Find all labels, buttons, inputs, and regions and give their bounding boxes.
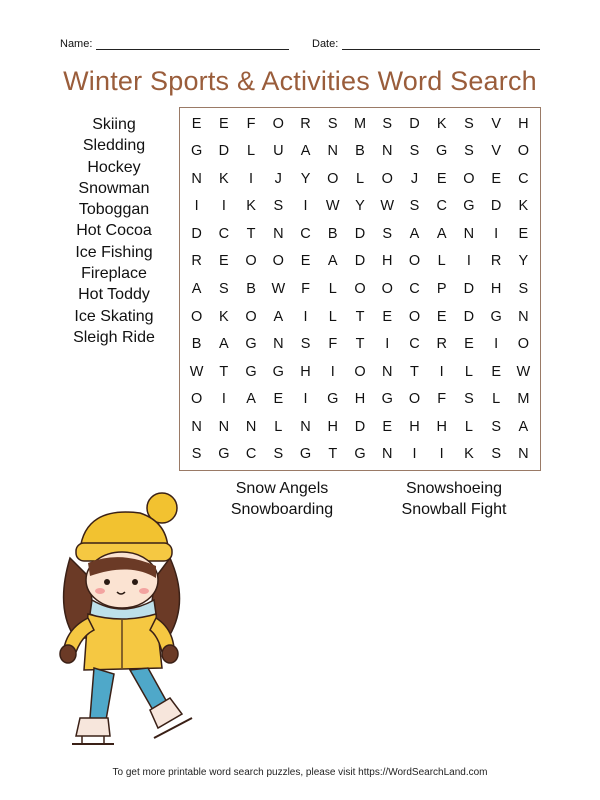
grid-cell: P bbox=[436, 280, 447, 297]
grid-cell: R bbox=[300, 115, 311, 132]
grid-cell: I bbox=[385, 336, 390, 353]
grid-cell: S bbox=[382, 115, 393, 132]
grid-cell: E bbox=[191, 115, 202, 132]
grid-cell: I bbox=[303, 198, 308, 215]
grid-cell: M bbox=[517, 391, 530, 408]
grid-cell: H bbox=[436, 418, 447, 435]
name-field[interactable] bbox=[60, 38, 289, 50]
grid-cell: D bbox=[191, 225, 202, 242]
grid-cell: S bbox=[409, 143, 420, 160]
grid-cell: O bbox=[408, 253, 421, 270]
grid-cell: S bbox=[273, 446, 284, 463]
grid-cell: A bbox=[246, 391, 256, 408]
grid-cell: T bbox=[328, 446, 338, 463]
grid-cell: A bbox=[300, 143, 311, 160]
grid-cell: K bbox=[436, 115, 447, 132]
word-list-item: Ice Fishing bbox=[75, 243, 153, 261]
name-line[interactable] bbox=[96, 40, 289, 50]
grid-cell: C bbox=[300, 225, 311, 242]
grid-cell: E bbox=[436, 170, 447, 187]
grid-cell: S bbox=[327, 115, 338, 132]
grid-cell: W bbox=[189, 363, 204, 380]
grid-cell: I bbox=[494, 336, 499, 353]
grid-cell: O bbox=[245, 308, 257, 325]
grid-cell: C bbox=[409, 280, 420, 297]
word-list-item: Sledding bbox=[82, 137, 146, 155]
grid-cell: L bbox=[274, 418, 283, 435]
grid-cell: T bbox=[246, 225, 256, 242]
grid-cell: N bbox=[273, 336, 284, 353]
grid-cell: K bbox=[246, 198, 256, 215]
grid-cell: O bbox=[517, 336, 530, 353]
grid-cell: L bbox=[464, 363, 473, 380]
grid-cell: D bbox=[463, 308, 475, 325]
grid-cell: S bbox=[464, 115, 474, 132]
grid-cell: I bbox=[221, 391, 226, 408]
grid-cell: G bbox=[490, 308, 502, 325]
word-list-item: Snowman bbox=[78, 179, 150, 197]
date-label: Date: bbox=[312, 38, 339, 50]
word-list-item: Toboggan bbox=[78, 201, 150, 219]
grid-cell: G bbox=[245, 363, 257, 380]
grid-cell: E bbox=[219, 253, 229, 270]
grid-cell: D bbox=[354, 225, 366, 242]
grid-cell: I bbox=[221, 198, 226, 215]
grid-cell: N bbox=[191, 170, 202, 187]
grid-cell: W bbox=[325, 198, 340, 215]
grid-cell: O bbox=[354, 280, 366, 297]
grid-cell: E bbox=[491, 170, 501, 187]
grid-cell: F bbox=[437, 391, 447, 408]
grid-cell: M bbox=[353, 115, 367, 132]
grid-cell: N bbox=[381, 363, 393, 380]
name-label: Name: bbox=[60, 38, 93, 50]
grid-cell: D bbox=[490, 198, 502, 215]
word-list-item: Skiing bbox=[92, 116, 136, 133]
grid-cell: F bbox=[328, 336, 338, 353]
grid-cell: A bbox=[219, 336, 229, 353]
grid-cell: G bbox=[327, 391, 339, 408]
date-field[interactable] bbox=[312, 38, 540, 50]
grid-cell: D bbox=[218, 143, 230, 160]
grid-cell: O bbox=[272, 115, 284, 132]
grid-cell: D bbox=[409, 115, 420, 132]
grid-cell: T bbox=[219, 363, 229, 380]
grid-cell: T bbox=[355, 308, 365, 325]
grid-cell: N bbox=[381, 446, 393, 463]
grid-cell: N bbox=[218, 418, 230, 435]
grid-cell: S bbox=[464, 143, 474, 160]
grid-cell: R bbox=[490, 253, 502, 270]
grid-cell: I bbox=[439, 363, 444, 380]
grid-cell: N bbox=[245, 418, 257, 435]
grid-cell: A bbox=[409, 225, 420, 242]
grid-cell: I bbox=[412, 446, 417, 463]
grid-cell: G bbox=[299, 446, 312, 463]
grid-cell: S bbox=[219, 280, 229, 297]
grid-cell: L bbox=[328, 280, 337, 297]
grid-cell: E bbox=[382, 418, 393, 435]
word-list-bottom-left bbox=[216, 478, 348, 520]
grid-cell: K bbox=[219, 308, 229, 325]
grid-cell: E bbox=[436, 308, 447, 325]
grid-cell: I bbox=[439, 446, 444, 463]
grid-cell: I bbox=[303, 391, 308, 408]
grid-cell: E bbox=[464, 336, 474, 353]
grid-cell: E bbox=[273, 391, 284, 408]
grid-cell: J bbox=[274, 170, 282, 187]
grid-cell: N bbox=[273, 225, 284, 242]
grid-cell: L bbox=[464, 418, 473, 435]
grid-cell: K bbox=[464, 446, 474, 463]
grid-cell: T bbox=[355, 336, 365, 353]
grid-cell: I bbox=[466, 253, 471, 270]
grid-cell: F bbox=[301, 280, 310, 297]
grid-cell: R bbox=[436, 336, 447, 353]
grid-cell: C bbox=[245, 446, 257, 463]
grid-cell: S bbox=[300, 336, 311, 353]
grid-cell: A bbox=[273, 308, 284, 325]
page-title: Winter Sports & Activities Word Search bbox=[63, 66, 537, 96]
grid-cell: S bbox=[518, 280, 529, 297]
word-list-item: Snowshoeing bbox=[405, 480, 503, 497]
grid-cell: O bbox=[517, 143, 530, 160]
grid-cell: G bbox=[190, 143, 203, 160]
grid-cell: T bbox=[410, 363, 419, 380]
grid-cell: G bbox=[272, 363, 284, 380]
letter-grid bbox=[179, 107, 541, 471]
grid-cell: O bbox=[190, 308, 203, 325]
grid-cell: S bbox=[464, 391, 474, 408]
grid-cell: N bbox=[191, 418, 202, 435]
grid-cell: H bbox=[490, 280, 502, 297]
grid-cell: V bbox=[491, 143, 501, 160]
grid-cell: W bbox=[516, 363, 531, 380]
grid-cell: I bbox=[494, 225, 499, 242]
word-list-item: Snowboarding bbox=[230, 501, 334, 518]
grid-cell: A bbox=[327, 253, 338, 270]
grid-cell: A bbox=[518, 418, 529, 435]
grid-cell: G bbox=[354, 446, 366, 463]
grid-cell: N bbox=[463, 225, 475, 242]
grid-cell: I bbox=[330, 363, 335, 380]
grid-cell: D bbox=[463, 280, 475, 297]
grid-cell: G bbox=[381, 391, 393, 408]
grid-cell: E bbox=[382, 308, 393, 325]
grid-cell: O bbox=[190, 391, 203, 408]
word-list-bottom-right bbox=[384, 478, 524, 520]
word-list-item: Hot Cocoa bbox=[76, 222, 152, 240]
grid-cell: Y bbox=[518, 253, 529, 270]
grid-cell: H bbox=[409, 418, 420, 435]
grid-cell: B bbox=[191, 336, 202, 353]
grid-cell: N bbox=[518, 446, 529, 463]
grid-cell: G bbox=[218, 446, 230, 463]
word-list-item: Ice Skating bbox=[74, 307, 154, 325]
grid-cell: G bbox=[436, 143, 448, 160]
grid-cell: B bbox=[327, 225, 338, 242]
word-list-item: Snow Angels bbox=[235, 480, 329, 497]
grid-cell: R bbox=[191, 253, 202, 270]
grid-cell: L bbox=[437, 253, 446, 270]
word-list-item: Hockey bbox=[87, 158, 141, 176]
grid-cell: C bbox=[409, 336, 420, 353]
grid-cell: O bbox=[381, 170, 393, 187]
word-list-item: Snowball Fight bbox=[401, 501, 507, 518]
grid-cell: S bbox=[191, 446, 202, 463]
grid-cell: E bbox=[491, 363, 501, 380]
grid-cell: G bbox=[245, 336, 257, 353]
grid-cell: H bbox=[327, 418, 338, 435]
grid-cell: N bbox=[518, 308, 529, 325]
grid-cell: S bbox=[382, 225, 393, 242]
grid-cell: E bbox=[518, 225, 529, 242]
grid-cell: D bbox=[354, 253, 366, 270]
word-list-item: Hot Toddy bbox=[78, 286, 150, 304]
grid-cell: H bbox=[300, 363, 311, 380]
grid-cell: O bbox=[354, 363, 366, 380]
grid-cell: S bbox=[491, 418, 501, 435]
grid-cell: O bbox=[463, 170, 475, 187]
grid-cell: L bbox=[492, 391, 501, 408]
grid-cell: A bbox=[436, 225, 447, 242]
grid-cell: U bbox=[273, 143, 284, 160]
girl-ice-skating-illustration bbox=[50, 488, 200, 758]
grid-cell: K bbox=[219, 170, 229, 187]
grid-cell: N bbox=[300, 418, 311, 435]
grid-cell: E bbox=[300, 253, 311, 270]
grid-cell: I bbox=[194, 198, 199, 215]
grid-cell: D bbox=[354, 418, 366, 435]
grid-cell: L bbox=[247, 143, 256, 160]
footer-text: To get more printable word search puzzles, please visit https://WordSearchLand.com bbox=[112, 767, 488, 778]
word-list-item: Fireplace bbox=[81, 265, 147, 283]
grid-cell: H bbox=[518, 115, 529, 132]
word-list bbox=[62, 114, 166, 348]
grid-cell: B bbox=[355, 143, 365, 160]
grid-cell: N bbox=[381, 143, 393, 160]
grid-cell: J bbox=[410, 170, 419, 187]
grid-cell: O bbox=[408, 391, 421, 408]
grid-cell: L bbox=[328, 308, 337, 325]
grid-cell: W bbox=[380, 198, 395, 215]
grid-cell: O bbox=[381, 280, 393, 297]
grid-cell: I bbox=[249, 170, 254, 187]
grid-cell: H bbox=[354, 391, 366, 408]
grid-cell: E bbox=[219, 115, 229, 132]
grid-cell: O bbox=[245, 253, 257, 270]
word-list-item: Sleigh Ride bbox=[73, 328, 155, 346]
grid-cell: Y bbox=[355, 198, 365, 215]
grid-cell: B bbox=[246, 280, 256, 297]
grid-cell: Y bbox=[300, 170, 311, 187]
grid-cell: L bbox=[355, 170, 365, 187]
grid-cell: S bbox=[409, 198, 420, 215]
grid-cell: K bbox=[518, 198, 529, 215]
grid-cell: G bbox=[463, 198, 475, 215]
date-line[interactable] bbox=[342, 40, 540, 50]
grid-cell: S bbox=[491, 446, 501, 463]
grid-cell: F bbox=[246, 115, 256, 132]
grid-cell: W bbox=[271, 280, 286, 297]
grid-cell: V bbox=[491, 115, 501, 132]
grid-cell: C bbox=[518, 170, 529, 187]
grid-cell: O bbox=[408, 308, 421, 325]
grid-cell: C bbox=[436, 198, 447, 215]
grid-cell: S bbox=[273, 198, 284, 215]
grid-cell: N bbox=[327, 143, 338, 160]
grid-cell: O bbox=[327, 170, 339, 187]
grid-cell: O bbox=[272, 253, 284, 270]
grid-cell: A bbox=[191, 280, 202, 297]
grid-cell: H bbox=[381, 253, 393, 270]
grid-cell: I bbox=[303, 308, 308, 325]
grid-cell: C bbox=[218, 225, 230, 242]
